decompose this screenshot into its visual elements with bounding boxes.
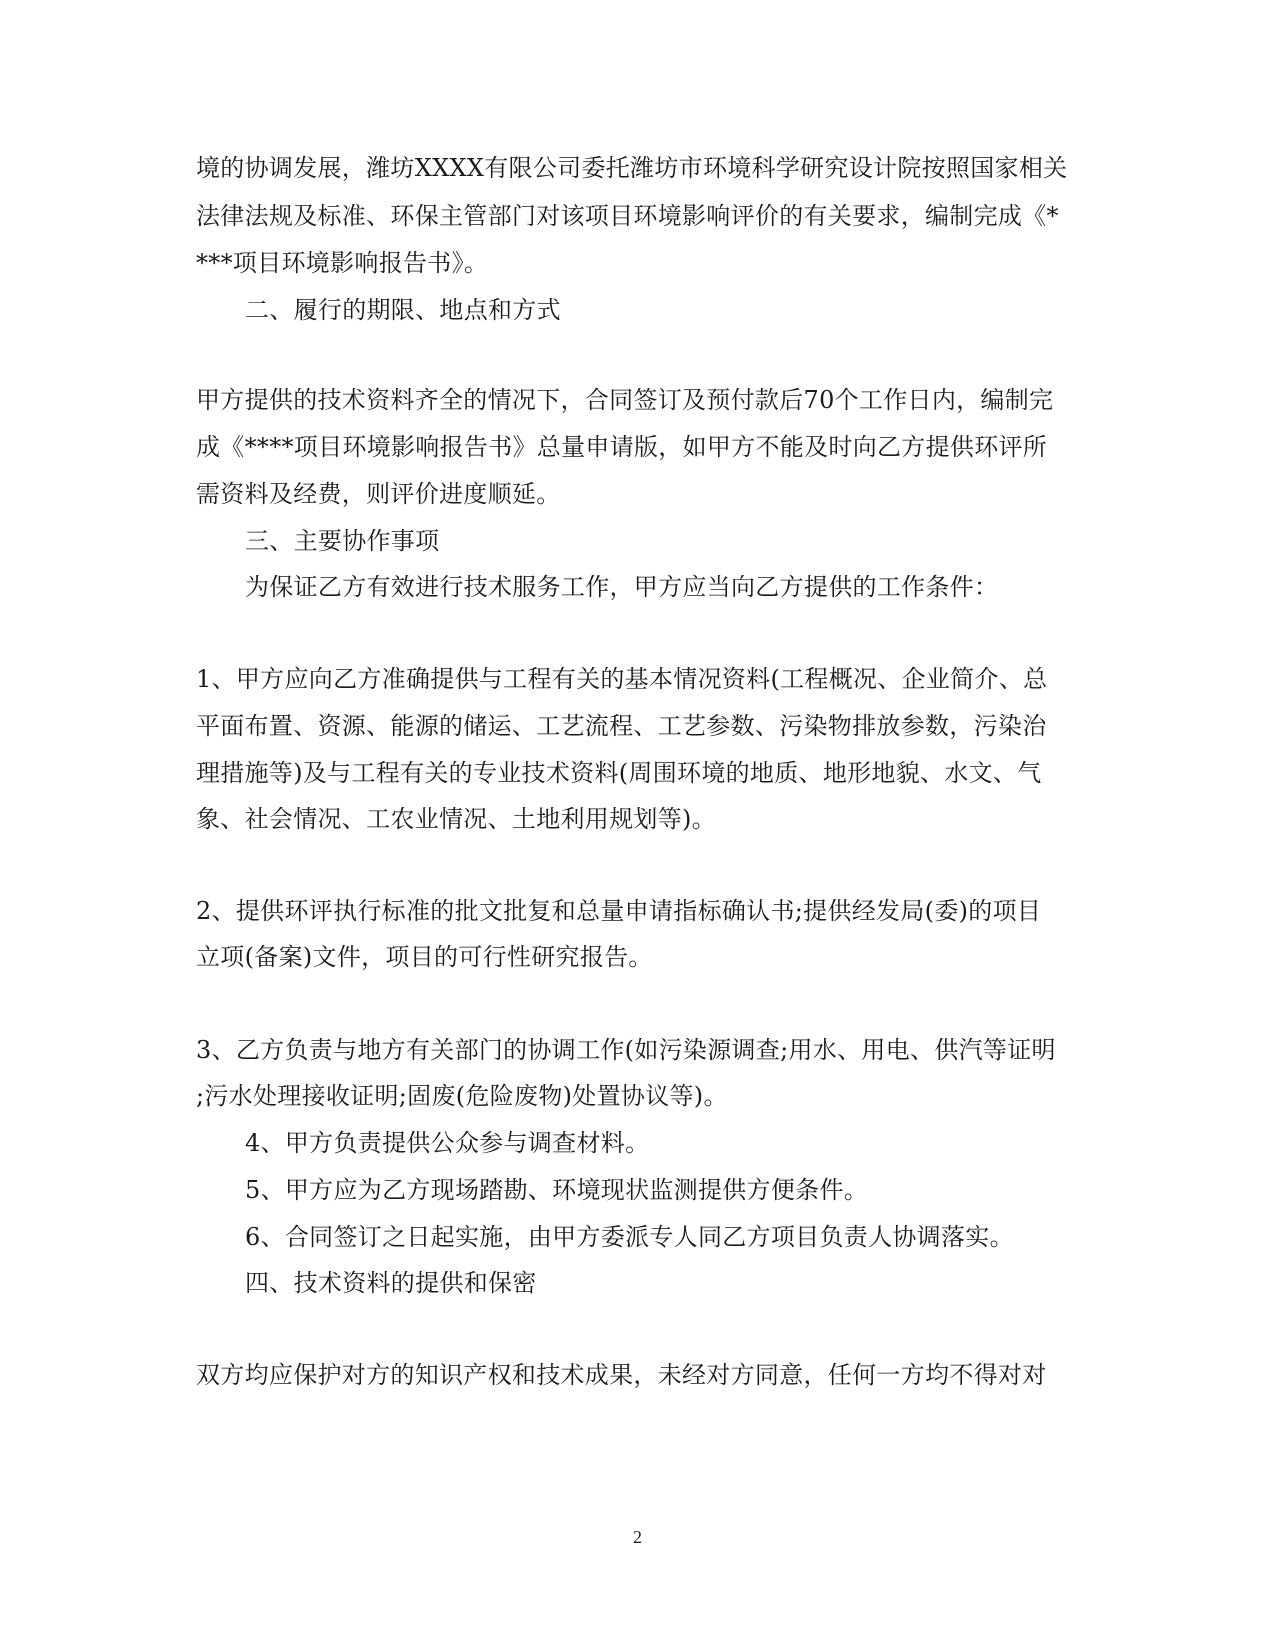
list-item-line: 理措施等)及与工程有关的专业技术资料(周围环境的地质、地形地貌、水文、气 bbox=[196, 759, 1042, 787]
body-text-line: 境的协调发展，潍坊XXXX有限公司委托潍坊市环境科学研究设计院按照国家相关 bbox=[196, 154, 1068, 182]
list-item-line: 1、甲方应向乙方准确提供与工程有关的基本情况资料(工程概况、企业简介、总 bbox=[196, 665, 1048, 693]
body-text-line: 法律法规及标准、环保主管部门对该项目环境影响评价的有关要求，编制完成《* bbox=[196, 202, 1059, 230]
list-item-line: 5、甲方应为乙方现场踏勘、环境现状监测提供方便条件。 bbox=[245, 1176, 869, 1204]
list-item-line: 4、甲方负责提供公众参与调查材料。 bbox=[245, 1129, 650, 1157]
body-text-line: ***项目环境影响报告书》。 bbox=[196, 249, 489, 277]
body-text-line: 成《****项目环境影响报告书》总量申请版，如甲方不能及时向乙方提供环评所 bbox=[196, 433, 1048, 461]
list-item-line: 立项(备案)文件，项目的可行性研究报告。 bbox=[196, 943, 653, 971]
body-text-line: 双方均应保护对方的知识产权和技术成果，未经对方同意，任何一方均不得对对 bbox=[196, 1361, 1047, 1389]
list-item-line: 2、提供环评执行标准的批文批复和总量申请指标确认书;提供经发局(委)的项目 bbox=[196, 897, 1042, 925]
section-heading: 四、技术资料的提供和保密 bbox=[245, 1269, 537, 1297]
list-item-line: 平面布置、资源、能源的储运、工艺流程、工艺参数、污染物排放参数，污染治 bbox=[196, 712, 1047, 740]
list-item-line: 6、合同签订之日起实施，由甲方委派专人同乙方项目负责人协调落实。 bbox=[245, 1223, 1014, 1251]
body-text-line: 甲方提供的技术资料齐全的情况下，合同签订及预付款后70个工作日内，编制完 bbox=[196, 386, 1054, 414]
body-text-line: 需资料及经费，则评价进度顺延。 bbox=[196, 480, 561, 508]
page-number: 2 bbox=[633, 1527, 642, 1547]
section-heading: 二、履行的期限、地点和方式 bbox=[245, 296, 561, 324]
list-item-line: 象、社会情况、工农业情况、土地利用规划等)。 bbox=[196, 805, 716, 833]
list-item-line: ;污水处理接收证明;固废(危险废物)处置协议等)。 bbox=[196, 1082, 728, 1110]
list-item-line: 3、乙方负责与地方有关部门的协调工作(如污染源调查;用水、用电、供汽等证明 bbox=[196, 1036, 1056, 1064]
section-heading: 三、主要协作事项 bbox=[245, 527, 440, 555]
body-text-line: 为保证乙方有效进行技术服务工作，甲方应当向乙方提供的工作条件： bbox=[245, 573, 999, 601]
